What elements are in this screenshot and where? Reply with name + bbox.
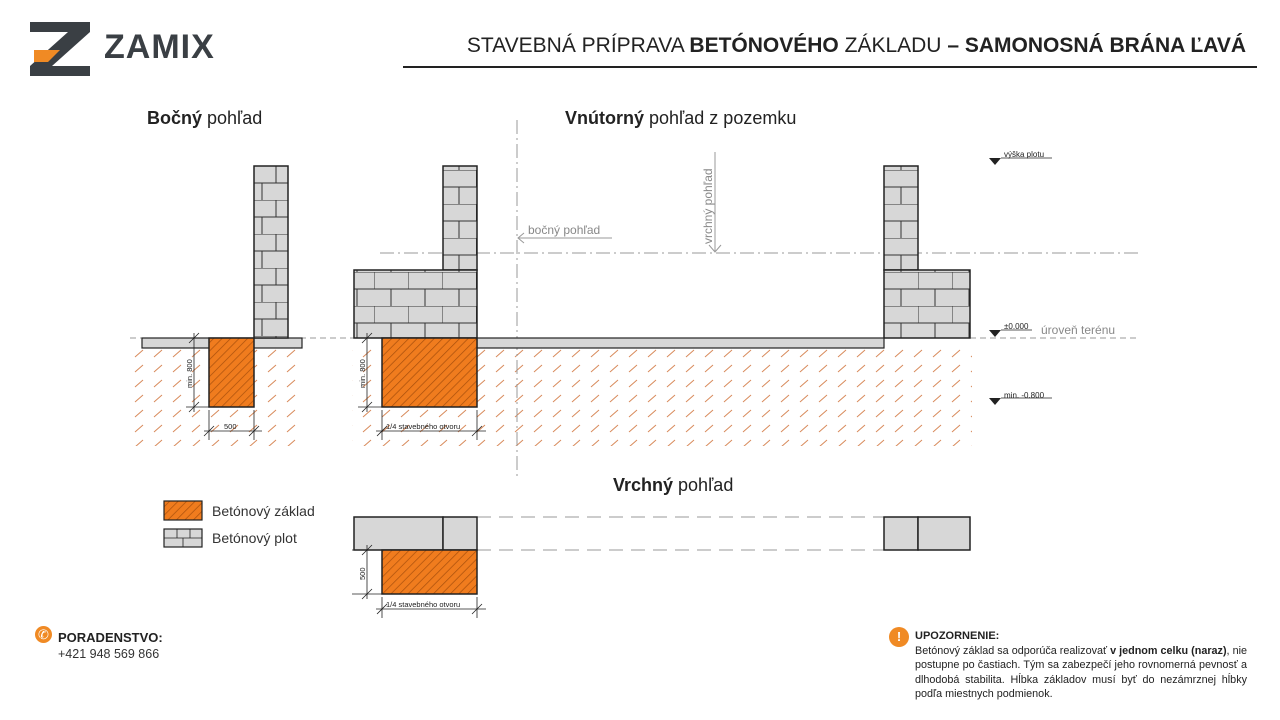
top-view-ref-label: vrchný pohľad [701, 168, 715, 244]
inner-view-heading: Vnútorný pohľad z pozemku [565, 108, 797, 128]
exclamation-icon: ! [889, 627, 909, 647]
zero-level-label: ±0.000 [1004, 322, 1029, 331]
top-view-heading: Vrchný pohľad [613, 475, 734, 495]
min-depth-label: min. -0.800 [1004, 391, 1045, 400]
inner-depth-label: min. 800 [358, 359, 367, 388]
inner-width-label: 1/4 stavebného otvoru [386, 422, 461, 431]
contact-phone[interactable]: +421 948 569 866 [58, 647, 160, 661]
terrain-level-label: úroveň terénu [1041, 323, 1116, 337]
contact-title: PORADENSTVO: [58, 630, 163, 645]
page-title: STAVEBNÁ PRÍPRAVA BETÓNOVÉHO ZÁKLADU – SAMONOSNÁ BRÁNA ĽAVÁ [466, 34, 1246, 57]
legend-concrete-label: Betónový základ [212, 503, 315, 519]
side-view-heading: Bočný pohľad [147, 108, 263, 128]
side-view-ref-label: bočný pohľad [528, 223, 601, 237]
warning-title: UPOZORNENIE: [915, 630, 1000, 642]
top-depth-label: 500 [358, 567, 367, 580]
top-width-label: 1/4 stavebného otvoru [386, 600, 461, 609]
brand-name: ZAMIX [104, 28, 215, 66]
side-depth-label: min. 800 [185, 359, 194, 388]
legend-wall-label: Betónový plot [212, 530, 297, 546]
fence-height-label: výška plotu [1004, 150, 1045, 159]
warning-text: Betónový základ sa odporúča realizovať v jednom celku (naraz), nie postupne po častiach. Tým sa zabezpečí jeho rovnomerná pevnosť a dlhodobá stabilita. Hĺbka základov musí byť do nezámrznej hĺbky podľa miestnych podmienok. [915, 645, 1247, 701]
legend-concrete-swatch [164, 501, 202, 520]
side-width-label: 500 [224, 422, 237, 431]
phone-icon: ✆ [35, 626, 52, 643]
